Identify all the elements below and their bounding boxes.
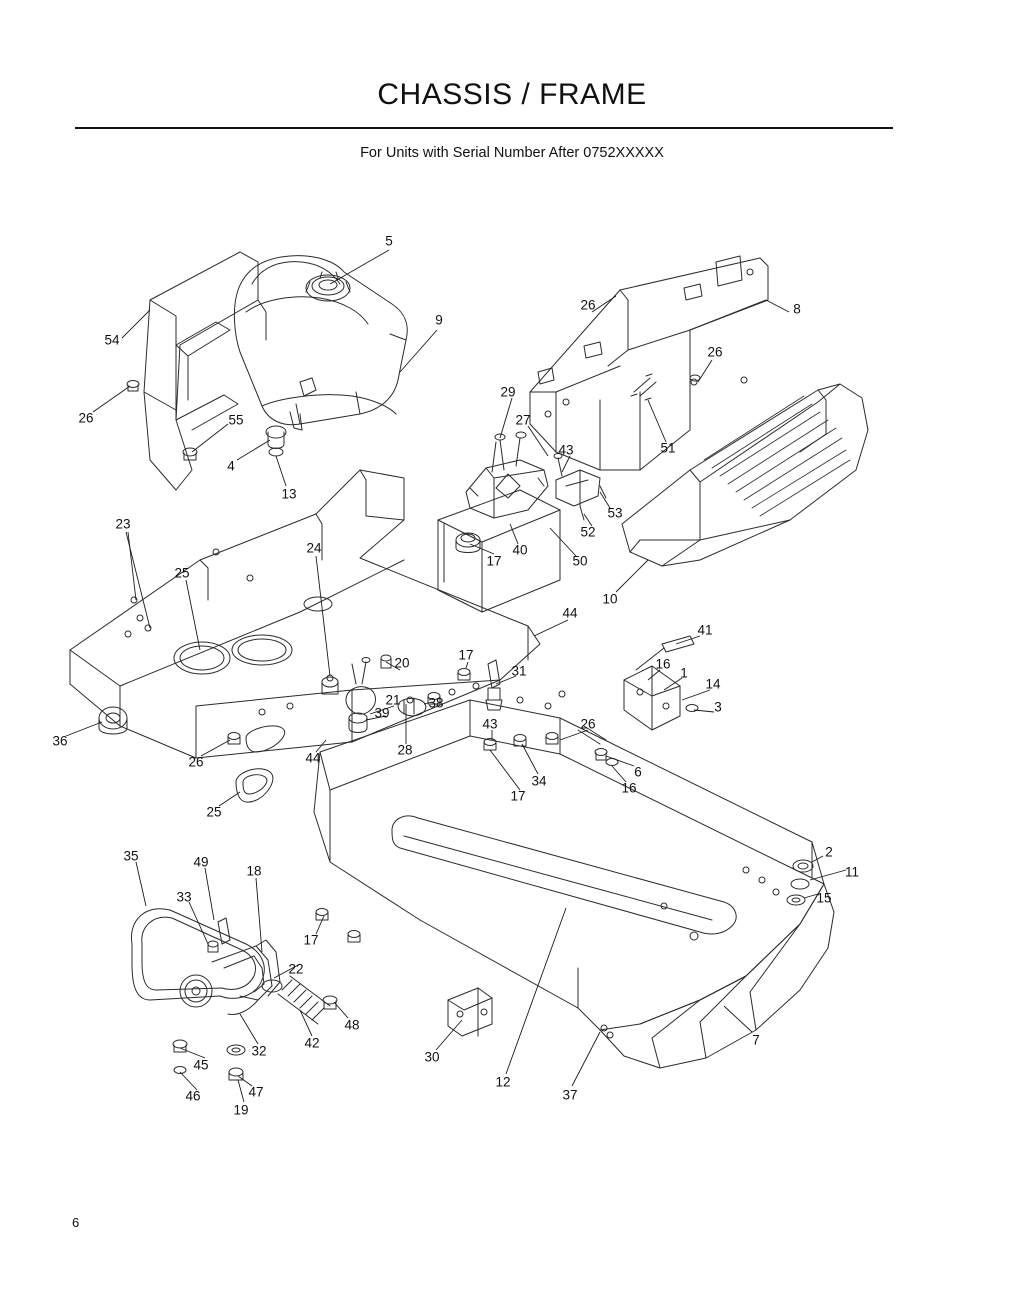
callout-8: 8 <box>793 301 801 317</box>
callout-55: 55 <box>228 412 244 428</box>
callout-25-b: 25 <box>206 804 222 820</box>
callout-28: 28 <box>397 742 413 758</box>
page-number: 6 <box>72 1215 80 1230</box>
callout-3: 3 <box>714 699 722 715</box>
callout-42: 42 <box>304 1035 320 1051</box>
callout-16-b: 16 <box>621 780 637 796</box>
callout-39: 39 <box>374 705 390 721</box>
callout-46: 46 <box>185 1088 201 1104</box>
callout-54: 54 <box>104 332 120 348</box>
callout-41: 41 <box>697 622 713 638</box>
callout-19: 19 <box>233 1102 249 1118</box>
callout-38: 38 <box>428 695 444 711</box>
callout-29: 29 <box>500 384 516 400</box>
page-subtitle: For Units with Serial Number After 0752XXXXX <box>360 145 664 161</box>
callout-12: 12 <box>495 1074 511 1090</box>
callout-34: 34 <box>531 773 547 789</box>
callout-40: 40 <box>512 542 528 558</box>
callout-4: 4 <box>227 458 235 474</box>
callout-17-b: 17 <box>458 647 474 663</box>
callout-5: 5 <box>385 233 393 249</box>
callout-44-a: 44 <box>562 605 578 621</box>
callout-48: 48 <box>344 1017 360 1033</box>
callout-33: 33 <box>176 889 192 905</box>
callout-13: 13 <box>281 486 297 502</box>
callout-18: 18 <box>246 863 262 879</box>
callout-45: 45 <box>193 1057 209 1073</box>
callout-7: 7 <box>752 1032 760 1048</box>
callout-43-a: 43 <box>558 442 574 458</box>
callout-24: 24 <box>306 540 322 556</box>
callout-37: 37 <box>562 1087 578 1103</box>
page-title: CHASSIS / FRAME <box>377 78 647 111</box>
callout-25-a: 25 <box>174 565 190 581</box>
callout-49: 49 <box>193 854 209 870</box>
callout-43-b: 43 <box>482 716 498 732</box>
callout-23: 23 <box>115 516 131 532</box>
callout-51: 51 <box>660 440 676 456</box>
callout-44-b: 44 <box>305 750 321 766</box>
callout-2: 2 <box>825 844 833 860</box>
callout-26-e: 26 <box>188 754 204 770</box>
callout-6: 6 <box>634 764 642 780</box>
callout-22: 22 <box>288 961 304 977</box>
callout-52: 52 <box>580 524 596 540</box>
callout-26-c: 26 <box>707 344 723 360</box>
callout-53: 53 <box>607 505 623 521</box>
callout-31: 31 <box>511 663 527 679</box>
callout-30: 30 <box>424 1049 440 1065</box>
callout-20: 20 <box>394 655 410 671</box>
callout-16-a: 16 <box>655 656 671 672</box>
callout-17-d: 17 <box>303 932 319 948</box>
callout-10: 10 <box>602 591 618 607</box>
callout-15: 15 <box>816 890 832 906</box>
callout-26-b: 26 <box>580 297 596 313</box>
callout-17-a: 17 <box>486 553 502 569</box>
callout-11: 11 <box>844 864 860 880</box>
callout-47: 47 <box>248 1084 264 1100</box>
callout-26-d: 26 <box>580 716 596 732</box>
callout-27: 27 <box>515 412 531 428</box>
callout-50: 50 <box>572 553 588 569</box>
callout-36: 36 <box>52 733 68 749</box>
callout-9: 9 <box>435 312 443 328</box>
callout-1: 1 <box>680 665 688 681</box>
callout-21: 21 <box>385 692 401 708</box>
callout-14: 14 <box>705 676 721 692</box>
callout-32: 32 <box>251 1043 267 1059</box>
callout-35: 35 <box>123 848 139 864</box>
callout-17-c: 17 <box>510 788 526 804</box>
callout-26-a: 26 <box>78 410 94 426</box>
